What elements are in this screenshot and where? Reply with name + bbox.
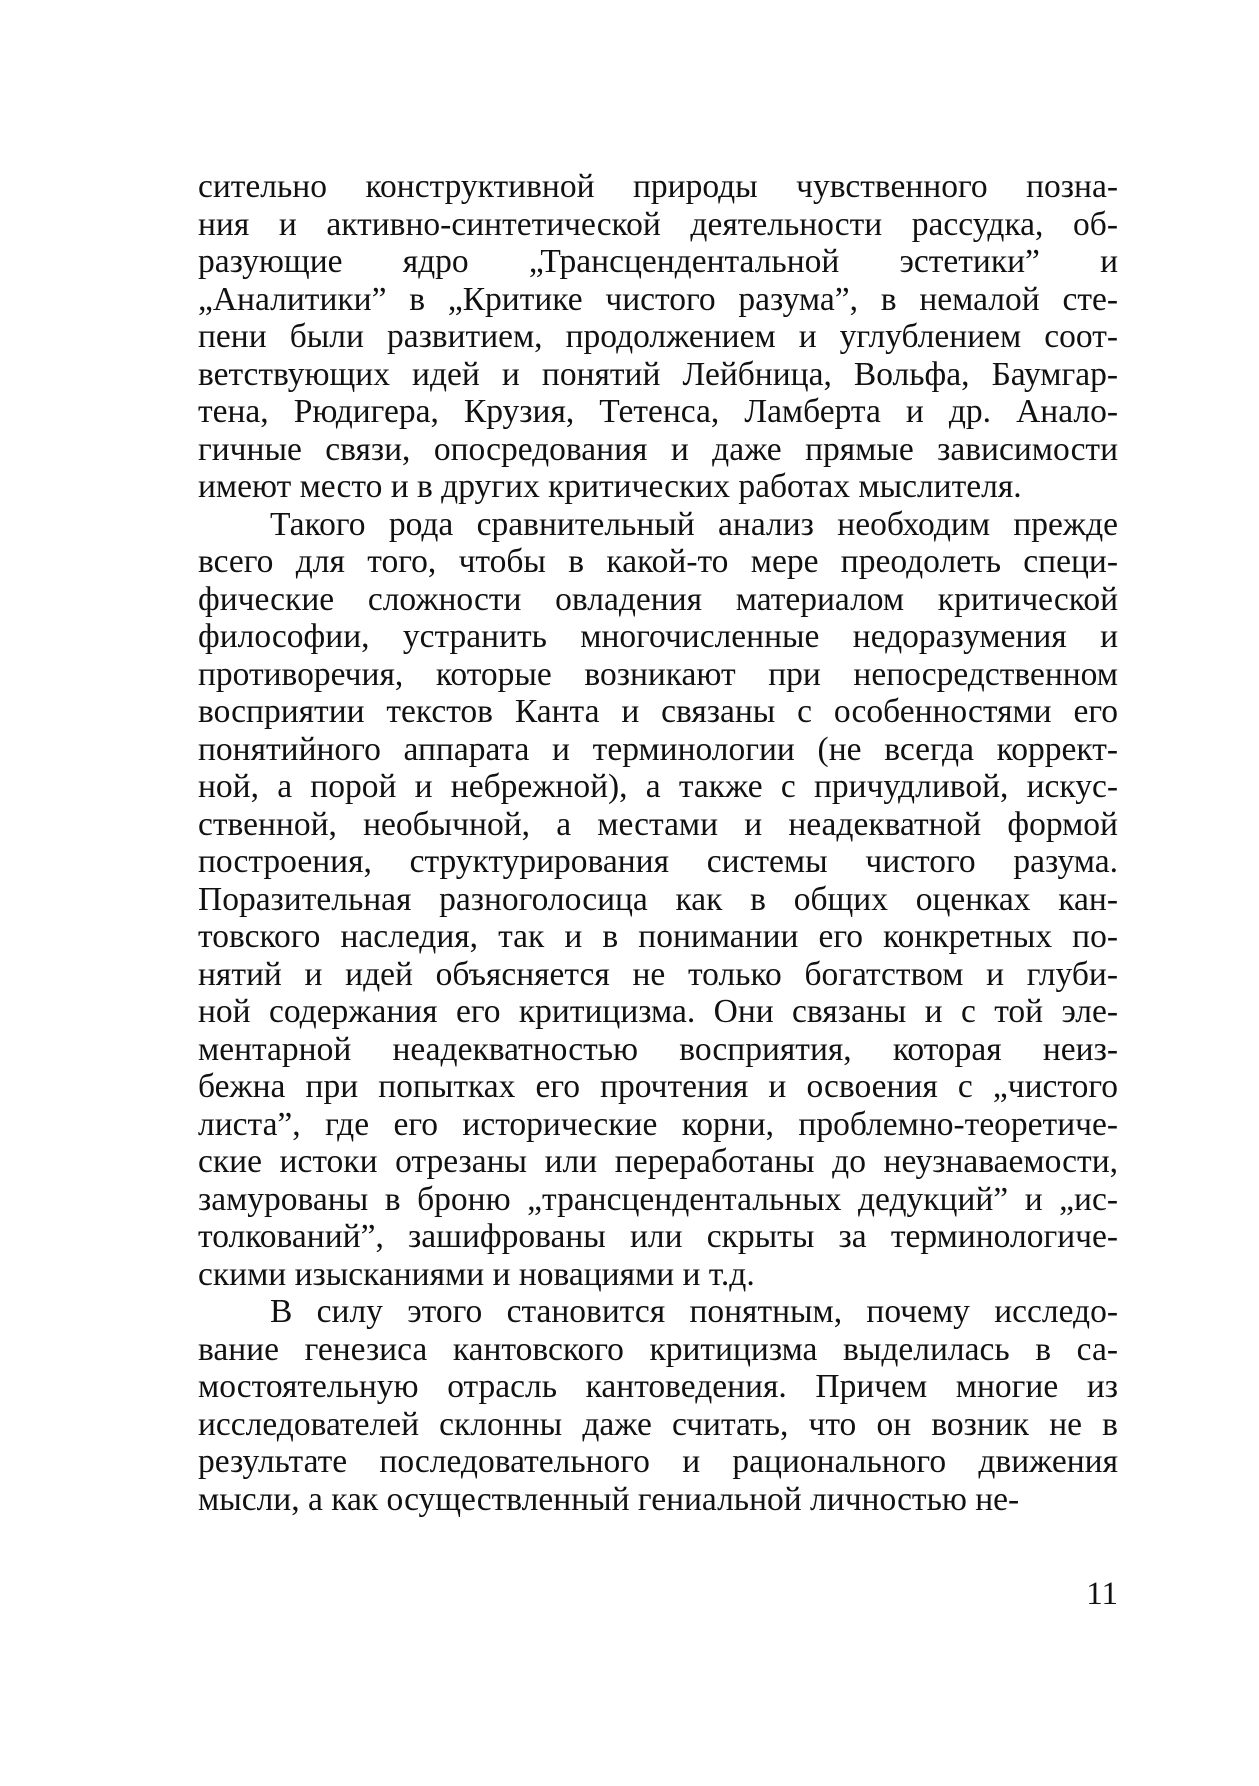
text-line: понятийного аппарата и терминологии (не всегда коррект- xyxy=(198,730,1118,768)
text-line: вание генезиса кантовского критицизма выделилась в са- xyxy=(198,1330,1118,1368)
text-line: Поразительная разноголосица как в общих оценках кан- xyxy=(198,880,1118,918)
text-line: бежна при попытках его прочтения и освоения с „чистого xyxy=(198,1068,1118,1105)
text-line: ния и активно-синтетической деятельности рассудка, об- xyxy=(198,205,1118,243)
text-line: пени были развитием, продолжением и углублением соот- xyxy=(198,318,1118,355)
text-line: гичные связи, опосредования и даже прямые зависимости xyxy=(198,430,1118,468)
text-line: ной, а порой и небрежной), а также с причудливой, искус- xyxy=(198,768,1118,805)
text-line: замурованы в броню „трансцендентальных дедукций” и „ис- xyxy=(198,1180,1118,1218)
paragraph xyxy=(198,506,1118,1294)
text-line: результате последовательного и рационального движения xyxy=(198,1443,1118,1480)
text-line: листа”, где его исторические корни, проблемно-теоретиче- xyxy=(198,1105,1118,1143)
text-line: ментарной неадекватностью восприятия, которая неиз- xyxy=(198,1030,1118,1068)
paragraph xyxy=(198,1293,1118,1518)
text-line: товского наследия, так и в понимании его конкретных по- xyxy=(198,918,1118,955)
text-line: „Аналитики” в „Критике чистого разума”, в немалой сте- xyxy=(198,280,1118,318)
text-line: противоречия, которые возникают при непосредственном xyxy=(198,655,1118,693)
text-line: философии, устранить многочисленные недоразумения и xyxy=(198,618,1118,655)
text-line: мысли, а как осуществленный гениальной личностью не- xyxy=(198,1480,1020,1518)
text-line: ственной, необычной, а местами и неадекватной формой xyxy=(198,805,1118,843)
text-line: фические сложности овладения материалом критической xyxy=(198,580,1118,618)
text-line: восприятии текстов Канта и связаны с особенностями его xyxy=(198,693,1118,730)
text-line: всего для того, чтобы в какой-то мере преодолеть специ- xyxy=(198,543,1118,580)
text-line: нятий и идей объясняется не только богатством и глуби- xyxy=(198,955,1118,993)
text-line: Такого рода сравнительный анализ необходим прежде xyxy=(270,505,1118,543)
text-line: тена, Рюдигера, Крузия, Тетенса, Ламберта и др. Анало- xyxy=(198,393,1118,430)
paragraph xyxy=(198,168,1118,506)
text-line: мостоятельную отрасль кантоведения. Причем многие из xyxy=(198,1368,1118,1405)
text-line: имеют место и в других критических работах мыслителя. xyxy=(198,468,1022,505)
text-line: В силу этого становится понятным, почему исследо- xyxy=(270,1293,1118,1330)
text-line: ветствующих идей и понятий Лейбница, Вольфа, Баумгар- xyxy=(198,355,1118,393)
text-line: разующие ядро „Трансцендентальной эстетики” и xyxy=(198,243,1118,280)
text-line: ной содержания его критицизма. Они связаны и с той эле- xyxy=(198,993,1118,1030)
text-line: толкований”, зашифрованы или скрыты за терминологиче- xyxy=(198,1218,1118,1255)
text-line: исследователей склонны даже считать, что он возник не в xyxy=(198,1405,1118,1443)
text-line: построения, структурирования системы чистого разума. xyxy=(198,843,1118,880)
body-text xyxy=(198,168,1118,1518)
text-line: ские истоки отрезаны или переработаны до неузнаваемости, xyxy=(198,1143,1118,1180)
text-line: скими изысканиями и новациями и т.д. xyxy=(198,1255,755,1293)
page-number: 11 xyxy=(1086,1576,1118,1612)
text-line: сительно конструктивной природы чувственного позна- xyxy=(198,168,1118,205)
